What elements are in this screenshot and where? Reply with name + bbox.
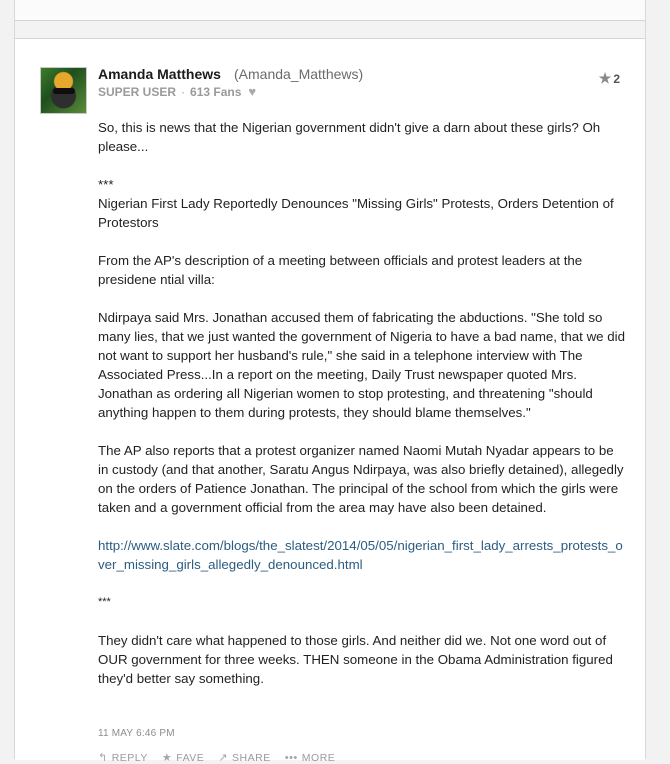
fave-star-icon: ★ <box>161 752 173 764</box>
star-icon: ★ <box>598 70 612 86</box>
fans-count[interactable]: 613 Fans <box>190 85 242 99</box>
article-link[interactable]: http://www.slate.com/blogs/the_slatest/2014/05/05/nigerian_first_lady_arrests_protests_over_missing_girls_allegedly_denounced.html <box>98 538 623 572</box>
comment-timestamp[interactable]: 11 MAY 6:46 PM <box>98 728 175 739</box>
rating-count: 2 <box>613 71 620 86</box>
comment-paragraph: *** Nigerian First Lady Reportedly Denounces "Missing Girls" Protests, Orders Detention of Protestors <box>98 177 614 230</box>
comment-paragraph: So, this is news that the Nigerian government didn't give a darn about these girls? Oh please... <box>98 120 601 154</box>
fave-label: FAVE <box>176 751 205 764</box>
share-label: SHARE <box>232 751 271 764</box>
share-button[interactable] <box>218 751 270 764</box>
stars-separator: *** <box>98 596 111 608</box>
comment-paragraph: They didn't care what happened to those girls. And neither did we. Not one word out of OUR government for three weeks. THEN someone in the Obama Administration figured they'd better say something. <box>98 633 613 686</box>
comment-paragraph: From the AP's description of a meeting between officials and protest leaders at the presidene ntial villa: <box>98 253 583 287</box>
author-handle[interactable]: (Amanda_Matthews) <box>234 66 364 82</box>
comments-panel <box>14 0 646 764</box>
comment-paragraph: Ndirpaya said Mrs. Jonathan accused them of fabricating the abductions. "She told so many lies, that we just wanted the government of Nigeria to have a bad name, that we did not want to support her husband's rule," she said in a telephone interview with The Associated Press...In a report on the meeting, Daily Trust newspaper quoted Mrs. Jonathan as ordering all Nigerian women to stop protesting, and threatening "should anything happen to them during protests, they should blame themselves." <box>98 310 626 420</box>
heart-icon[interactable]: ♥ <box>248 84 257 99</box>
comment-actions <box>98 751 335 764</box>
reply-button[interactable] <box>98 751 148 764</box>
fave-button[interactable] <box>162 751 204 764</box>
reply-icon: ↰ <box>98 752 108 764</box>
meta-separator: · <box>181 85 186 99</box>
more-button[interactable] <box>285 751 336 764</box>
user-role-badge: SUPER USER <box>98 85 177 99</box>
avatar-sunglasses <box>53 88 75 94</box>
comment-gap <box>15 21 645 38</box>
reply-label: REPLY <box>111 751 148 764</box>
comment-link-paragraph <box>98 536 626 574</box>
more-dots-icon: ••• <box>284 751 298 764</box>
author-name[interactable]: Amanda Matthews <box>98 66 221 82</box>
rating-badge[interactable] <box>599 70 620 87</box>
comment-card <box>15 38 645 764</box>
avatar[interactable] <box>40 67 87 114</box>
comment-body <box>98 118 626 707</box>
author-meta <box>98 85 260 99</box>
previous-comment-footer <box>15 0 645 21</box>
share-icon: ↗ <box>218 752 229 764</box>
more-label: MORE <box>301 751 336 764</box>
comment-paragraph: The AP also reports that a protest organizer named Naomi Mutah Nyadar appears to be in custody (and that another, Saratu Angus Ndirpaya, was also briefly detained), allegedly on the orders of Patience Jonathan. The principal of the school from which the girls were taken and a government official from the area may have also been detained. <box>98 443 624 515</box>
